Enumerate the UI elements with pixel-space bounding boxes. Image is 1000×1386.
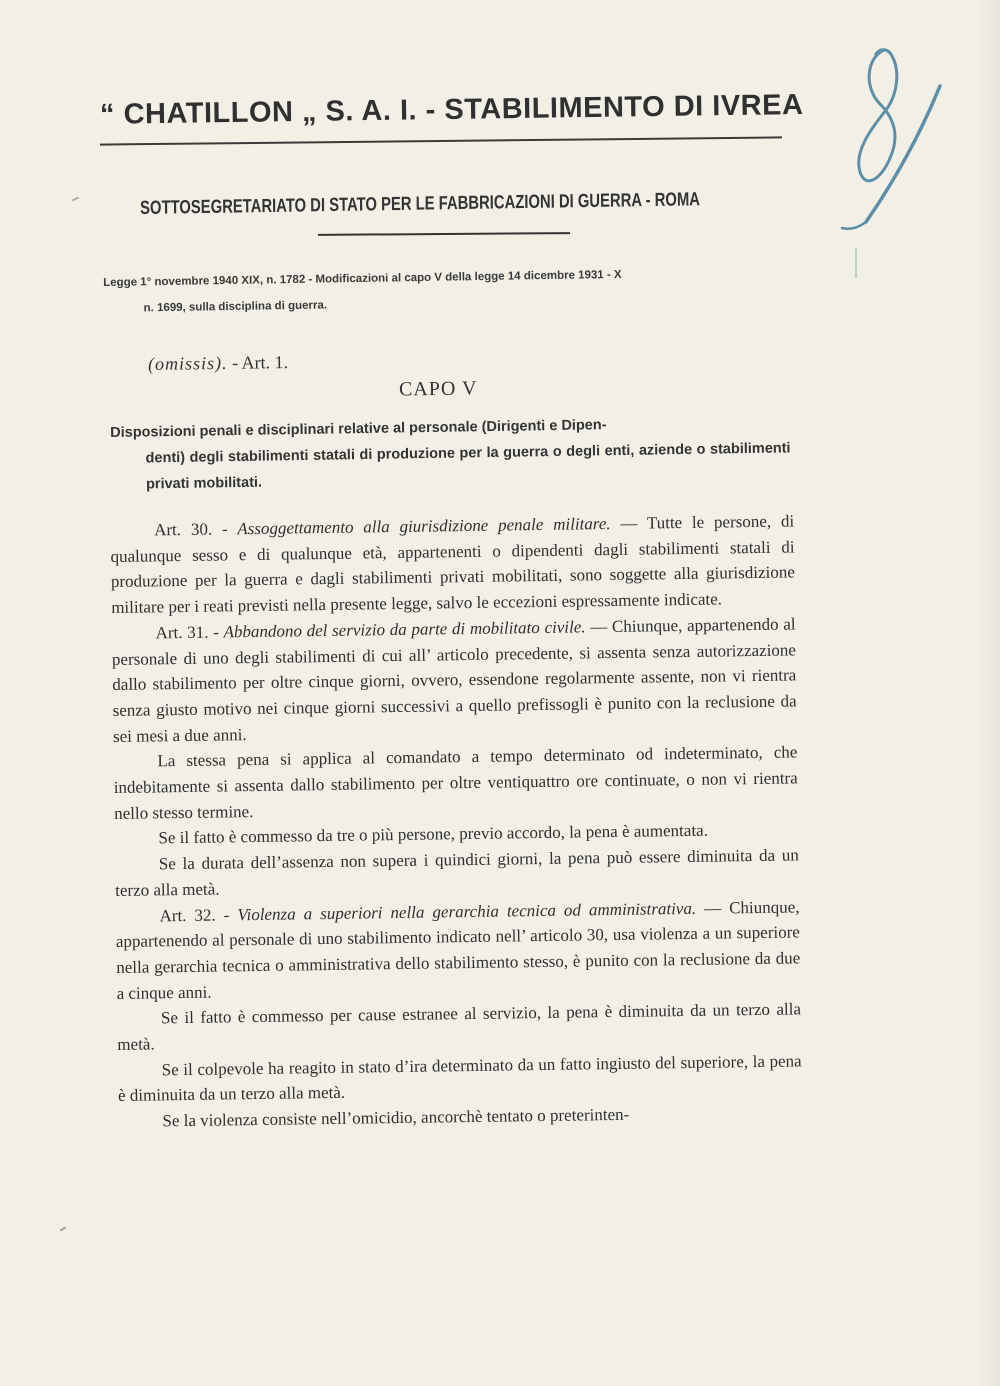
article-heading: Violenza a superiori nella gerarchia tecnica od amministrativa. [237,898,697,924]
article-text: — Tutte le persone, di qualunque sesso e di qualunque età, appartenenti o dipendenti dagli stabilimenti statali di produzione per la guerra e dagli stabilimenti privati mobilitati, sono soggette alla giurisdizione militare per i reati previsti nella presente legge, salvo le eccezioni espressamente indicate. [110,511,795,618]
letterhead-title: “ CHATILLON „ S. A. I. - STABILIMENTO DI IVREA [99,88,804,131]
pencil-number-8-icon [836,40,946,240]
articles-body [110,508,803,1134]
article-32 [115,894,800,1006]
article-paragraph: La stessa pena si applica al comandato a tempo determinato od indeterminato, che indebitamente si assenta dallo stabilimento per oltre ventiquattro ore continuate, o non vi rientra nello stesso termine. [113,742,798,823]
article-text: — Chiunque, appartenendo al personale di uno degli stabilimenti di cui all’ articolo precedente, si assenta senza autorizzazione dallo stabilimento per oltre cinque giorni, ovvero, essendone regolarmente assente, non vi rientra senza giusto motivo nei cinque giorni successivi a quello prefissogli è punito con la reclusione da sei mesi a due anni. [111,614,797,746]
law-reference-line2: n. 1699, sulla disciplina di guerra. [143,299,328,315]
page-edge-shadow [978,0,1000,1386]
article-number: Art. 32. - [159,904,238,925]
article-paragraph: Se il fatto è commesso per cause estranee al servizio, la pena è diminuita da un terzo alla metà. [117,999,802,1055]
omissis-italic: (omissis). [147,352,228,374]
article-heading: Assoggettamento alla giurisdizione penale militare. [237,514,611,539]
ministry-heading: SOTTOSEGRETARIATO DI STATO PER LE FABBRICAZIONI DI GUERRA - ROMA [140,189,701,219]
law-reference-line1: Legge 1° novembre 1940 XIX, n. 1782 - Modificazioni al capo V della legge 14 dicembre 1931 - X [103,268,622,289]
article-paragraph: Se il colpevole ha reagito in stato d’ira determinato da un fatto ingiusto del superiore, la pena è diminuita da un terzo alla metà. [117,1051,802,1106]
stray-mark [60,1227,66,1232]
article-number: Art. 30. - [154,519,238,540]
article-30 [110,508,795,620]
chapter-subtitle [110,409,791,498]
article-paragraph: Se il fatto è commesso da tre o più persone, previo accordo, la pena è aumentata. [158,821,709,848]
article-heading: Abbandono del servizio da parte di mobilitato civile. [223,617,586,642]
article-paragraph: Se la durata dell’assenza non supera i quindici giorni, la pena può essere diminuita da un terzo alla metà. [115,845,799,900]
article-text: — Chiunque, appartenendo al personale di uno stabilimento indicato nell’ articolo 30, usa violenza a un superiore nella gerarchia tecnica o amministrativa dello stabilimento stesso, è punito con la reclusione da due a cinque anni. [115,896,801,1003]
stray-mark [72,197,79,202]
article-31 [111,611,797,749]
chapter-heading: CAPO V [398,377,478,401]
ministry-rule [318,232,570,236]
chapter-subtitle-line1: Disposizioni penali e disciplinari relative al personale (Dirigenti e Dipen- [110,417,607,441]
omissis-art: - Art. 1. [227,352,289,373]
law-reference [103,259,794,322]
omissis-line [148,352,288,375]
chapter-subtitle-rest: denti) degli stabilimenti statali di produzione per la guerra o degli enti, aziende o stabilimenti privati mobilitati. [145,440,791,493]
letterhead-rule [100,136,782,145]
article-number: Art. 31. - [155,622,224,643]
article-paragraph: Se la violenza consiste nell’omicidio, ancorchè tentato o preterinten- [162,1104,630,1131]
stray-mark [855,248,857,278]
